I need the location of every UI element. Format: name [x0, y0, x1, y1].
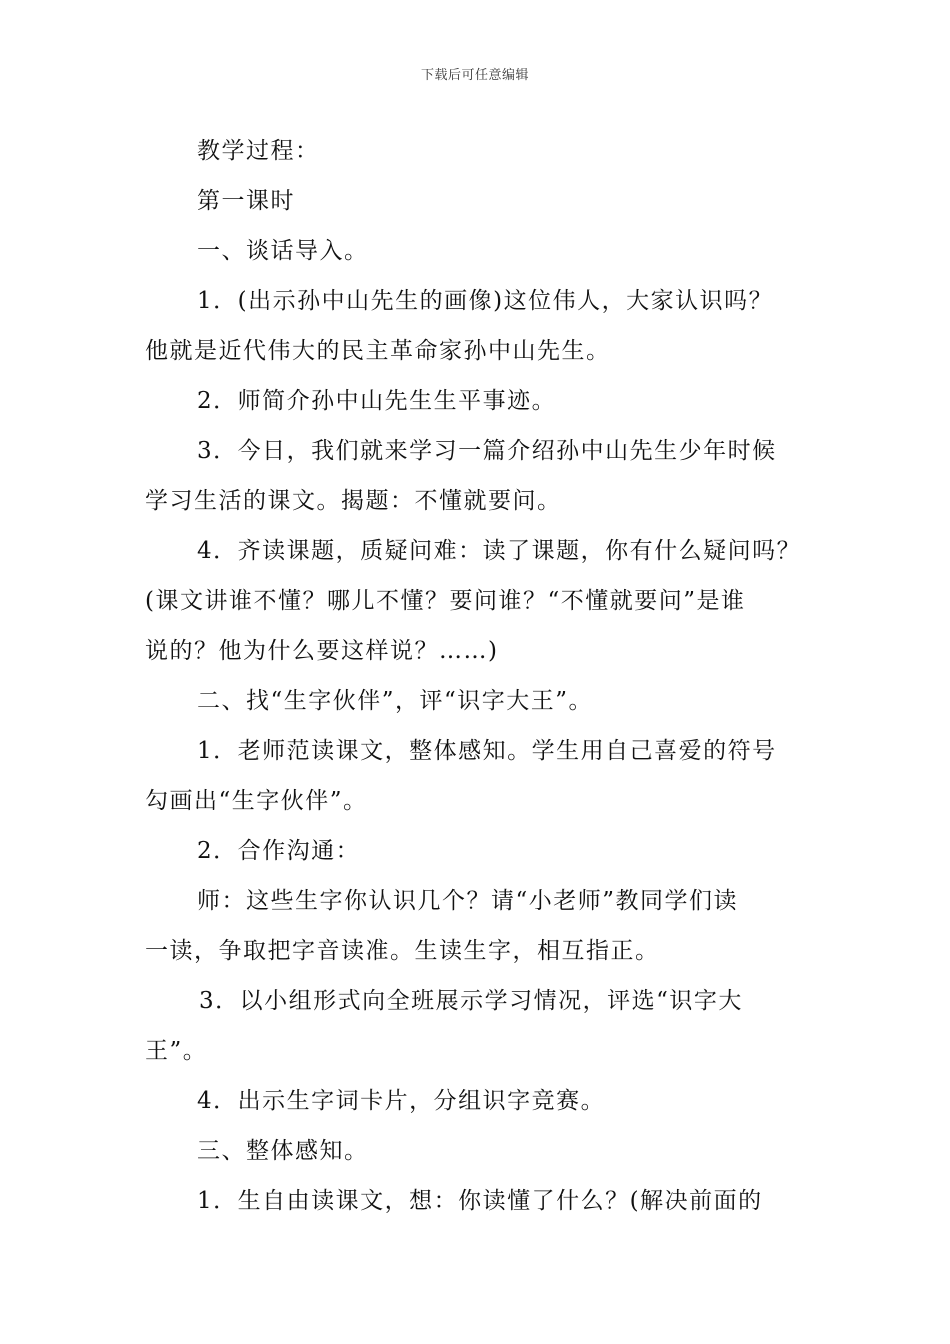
paragraph-line: 王”。 — [145, 1038, 208, 1064]
paragraph-line: 4．齐读课题，质疑问难：读了课题，你有什么疑问吗？ — [197, 538, 802, 564]
paragraph-line: (课文讲谁不懂？哪儿不懂？要问谁？“不懂就要问”是谁 — [145, 588, 746, 614]
paragraph-line: 学习生活的课文。揭题：不懂就要问。 — [145, 488, 562, 514]
paragraph-line: 3．今日，我们就来学习一篇介绍孙中山先生少年时候 — [197, 438, 777, 464]
paragraph-line: 1．生自由读课文，想：你读懂了什么？(解决前面的 — [197, 1188, 763, 1214]
paragraph-line: 勾画出“生字伙伴”。 — [145, 788, 368, 814]
paragraph-line: 3．以小组形式向全班展示学习情况，评选“识字大 — [199, 988, 743, 1014]
paragraph-line: 师：这些生字你认识几个？请“小老师”教同学们读 — [197, 888, 739, 914]
page-header: 下载后可任意编辑 — [420, 68, 529, 83]
paragraph-line: 2．合作沟通： — [197, 838, 361, 864]
paragraph-line: 4．出示生字词卡片，分组识字竞赛。 — [197, 1088, 606, 1114]
document-body — [145, 126, 815, 1226]
paragraph-line: 2．师简介孙中山先生生平事迹。 — [197, 388, 557, 414]
section-heading: 教学过程： — [197, 138, 320, 164]
lesson-title: 第一课时 — [197, 188, 295, 214]
section-heading: 二、找“生字伙伴”，评“识字大王”。 — [197, 688, 594, 714]
paragraph-line: 1．老师范读课文，整体感知。学生用自己喜爱的符号 — [197, 738, 777, 764]
section-heading: 一、谈话导入。 — [197, 238, 369, 264]
paragraph-line: 他就是近代伟大的民主革命家孙中山先生。 — [145, 338, 611, 364]
section-heading: 三、整体感知。 — [197, 1138, 369, 1164]
paragraph-line: 一读，争取把字音读准。生读生字，相互指正。 — [145, 938, 660, 964]
paragraph-line: 1．(出示孙中山先生的画像)这位伟人，大家认识吗？ — [197, 288, 774, 314]
paragraph-line: 说的？他为什么要这样说？……) — [145, 638, 499, 664]
